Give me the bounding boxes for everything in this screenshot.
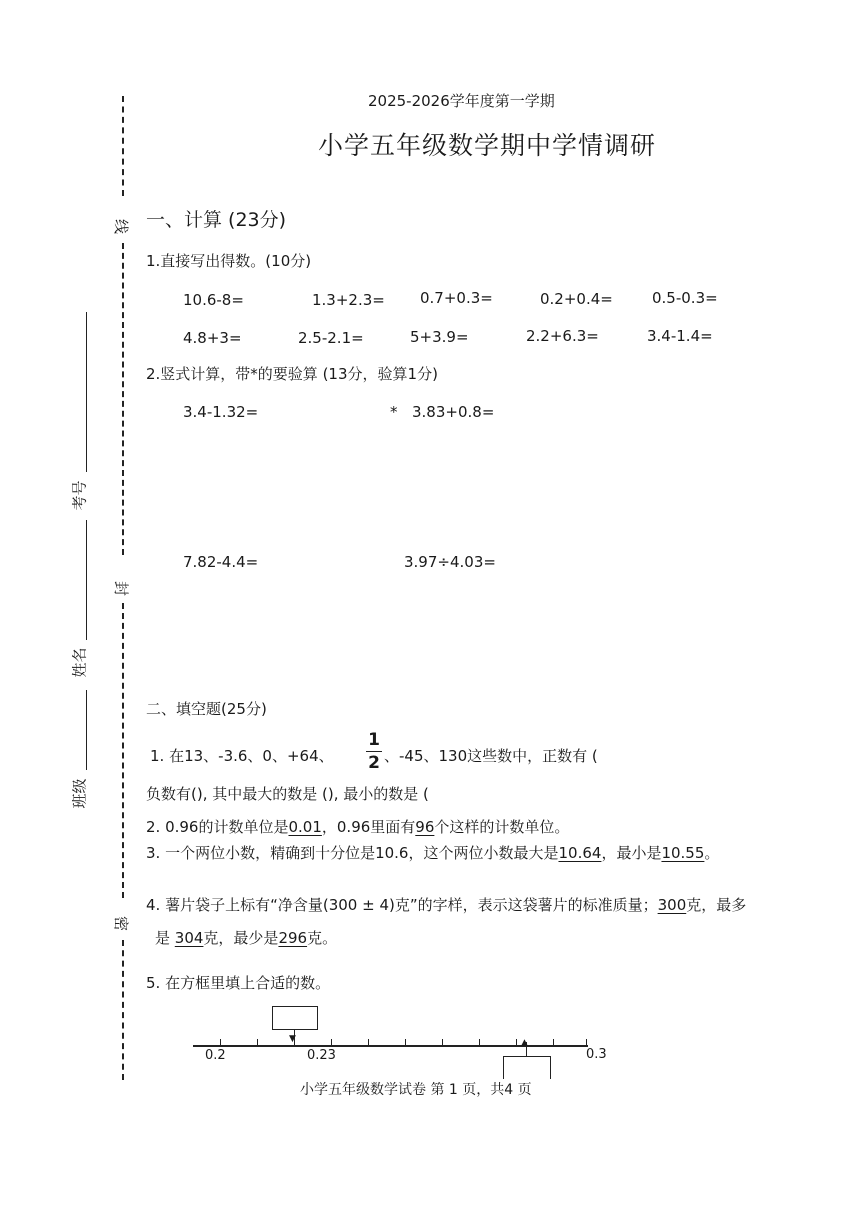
tick-mark — [516, 1039, 517, 1046]
seal-secret-char: 密 — [112, 915, 131, 932]
section1-heading: 一、计算 (23分) — [146, 209, 287, 231]
s2-q3-text: 3. 一个两位小数，精确到十分位是10.6，这个两位小数最大是 — [146, 844, 559, 862]
fraction-bar — [366, 751, 382, 752]
s2-q2-text: ，0.96里面有 — [321, 818, 416, 836]
s1-q1-item: 5+3.9= — [410, 328, 469, 346]
s1-q2-item: 3.97÷4.03= — [404, 553, 496, 571]
tick-label: 0.23 — [307, 1048, 336, 1063]
binding-dashed-line-1 — [122, 96, 124, 196]
s2-q5-prompt: 5. 在方框里填上合适的数。 — [146, 974, 331, 992]
s2-q4-text: 4. 薯片袋子上标有“净含量(300 ± 4)克”的字样，表示这袋薯片的标准质量； — [146, 896, 658, 914]
tick-label: 0.3 — [586, 1047, 607, 1062]
s2-q3-answer: 10.55 — [661, 844, 705, 862]
s2-q1-line2: 负数有(), 其中最大的数是 (), 最小的数是 ( — [146, 785, 429, 803]
s1-q2-item: 3.83+0.8= — [412, 403, 495, 421]
s1-q1-item: 0.7+0.3= — [420, 289, 493, 307]
s2-q2 — [146, 816, 569, 837]
fraction-denominator: 2 — [368, 753, 380, 773]
s1-q2-item: 3.4-1.32= — [183, 403, 259, 421]
number-line — [193, 1045, 588, 1047]
page-footer: 小学五年级数学试卷 第 1 页，共4 页 — [300, 1082, 532, 1098]
s2-q3-text: 。 — [704, 844, 720, 862]
s2-q4-text: 克，最少是 — [203, 929, 279, 947]
s1-q1-item: 3.4-1.4= — [647, 327, 713, 345]
term-subtitle: 2025-2026学年度第一学期 — [368, 92, 555, 110]
exam-no-label: 考号 — [70, 480, 89, 511]
s1-q1-item: 1.3+2.3= — [312, 291, 385, 309]
tick-mark — [553, 1039, 554, 1046]
s2-q2-answer: 0.01 — [288, 818, 322, 836]
s2-q4-answer: 300 — [657, 896, 687, 914]
fraction-numerator: 1 — [368, 730, 380, 750]
s2-q3-text: ，最小是 — [601, 844, 662, 862]
class-line — [86, 690, 87, 770]
s2-q1-fraction — [366, 731, 382, 772]
tick-mark — [405, 1039, 406, 1046]
exam-no-line — [86, 312, 87, 472]
s2-q4-answer: 304 — [174, 929, 204, 947]
page-title: 小学五年级数学期中学情调研 — [318, 131, 657, 160]
s1-q1-item: 2.5-2.1= — [298, 329, 364, 347]
s1-q1-item: 0.2+0.4= — [540, 290, 613, 308]
tick-mark — [220, 1039, 221, 1046]
s1-q2-item: 7.82-4.4= — [183, 553, 259, 571]
s2-q4-text: 是 — [155, 929, 175, 947]
name-label: 姓名 — [70, 647, 89, 678]
tick-mark — [586, 1039, 587, 1046]
s2-q3-answer: 10.64 — [558, 844, 602, 862]
name-line — [86, 520, 87, 640]
binding-dashed-line-3 — [122, 603, 124, 898]
s1-q1-item: 10.6-8= — [183, 291, 244, 309]
s1-q2-check-mark: * — [390, 403, 398, 421]
answer-box-lower[interactable] — [503, 1056, 551, 1079]
tick-mark — [257, 1039, 258, 1046]
s2-q4-line1 — [146, 894, 746, 915]
seal-line-char: 线 — [112, 218, 131, 235]
tick-label: 0.2 — [205, 1048, 226, 1063]
tick-mark — [442, 1039, 443, 1046]
binding-dashed-line-4 — [122, 940, 124, 1080]
s2-q4-text: 克。 — [307, 929, 338, 947]
s1-q1-item: 0.5-0.3= — [652, 289, 718, 307]
tick-mark — [294, 1039, 295, 1046]
s2-q2-text: 2. 0.96的计数单位是 — [146, 818, 289, 836]
s1-q1-item: 4.8+3= — [183, 329, 242, 347]
s1-q2-prompt: 2.竖式计算，带*的要验算 (13分，验算1分) — [146, 365, 438, 383]
arrow-down-head: ▼ — [289, 1034, 296, 1044]
s2-q4-answer: 296 — [278, 929, 308, 947]
s2-q1-text-b: 、-45、130这些数中，正数有 ( — [384, 747, 598, 765]
s2-q2-answer: 96 — [415, 818, 435, 836]
class-label: 班级 — [70, 778, 89, 809]
tick-mark — [331, 1039, 332, 1046]
s2-q3 — [146, 842, 719, 863]
s2-q1-text-a: 1. 在13、-3.6、0、+64、 — [150, 747, 334, 765]
section2-heading: 二、填空题(25分) — [146, 700, 267, 718]
tick-mark — [368, 1039, 369, 1046]
binding-dashed-line-2 — [122, 243, 124, 555]
arrow-up-head: ▲ — [521, 1038, 528, 1048]
answer-box-upper[interactable] — [272, 1006, 318, 1030]
s1-q1-prompt: 1.直接写出得数。(10分) — [146, 252, 312, 270]
s2-q4-line2 — [155, 927, 337, 948]
s1-q1-item: 2.2+6.3= — [526, 327, 599, 345]
tick-mark — [479, 1039, 480, 1046]
seal-seal-char: 封 — [112, 580, 131, 597]
s2-q4-text: 克，最多 — [686, 896, 747, 914]
s2-q2-text: 个这样的计数单位。 — [434, 818, 570, 836]
